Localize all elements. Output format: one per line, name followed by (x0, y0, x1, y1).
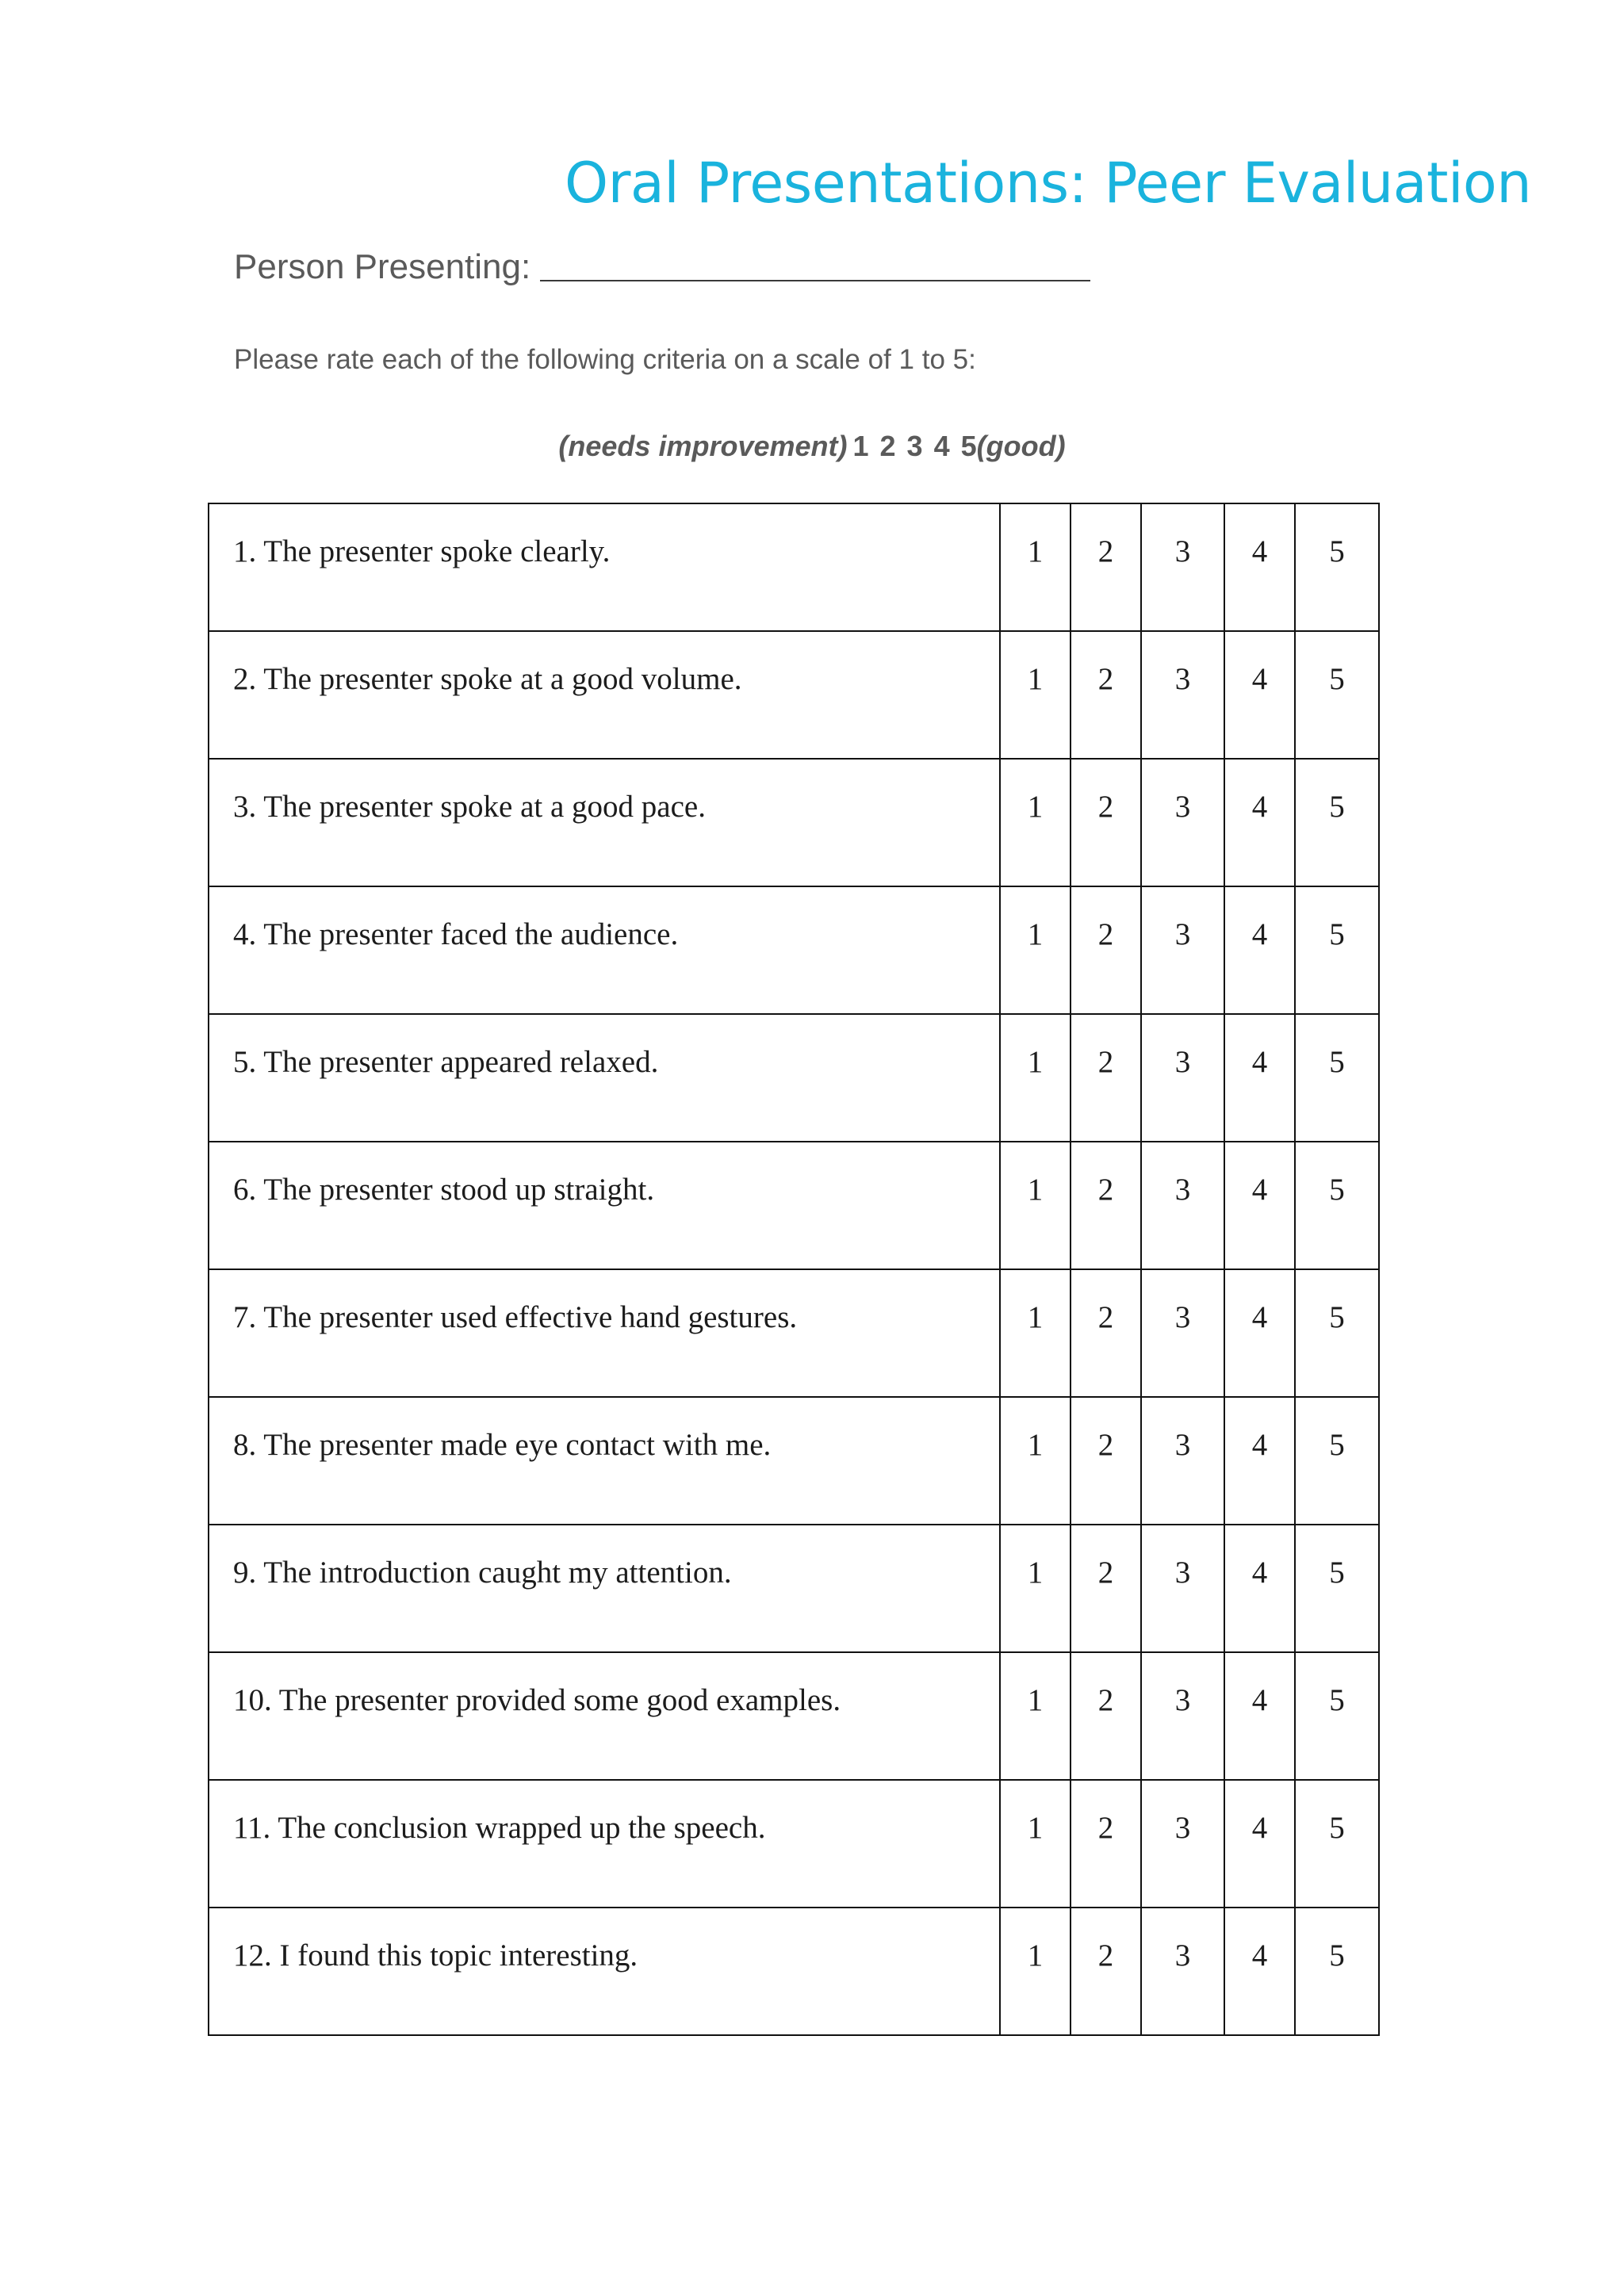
criterion-text: 3. The presenter spoke at a good pace. (209, 759, 1000, 886)
rating-option-1[interactable]: 1 (1000, 1397, 1071, 1525)
criteria-row (209, 1269, 1379, 1397)
rating-option-1[interactable]: 1 (1000, 1014, 1071, 1142)
instructions-text: Please rate each of the following criteria on a scale of 1 to 5: (234, 344, 976, 375)
rating-option-4[interactable]: 4 (1224, 886, 1295, 1014)
rating-option-4[interactable]: 4 (1224, 1525, 1295, 1652)
rating-option-5[interactable]: 5 (1295, 1142, 1379, 1269)
rating-option-4[interactable]: 4 (1224, 1780, 1295, 1908)
criteria-row (209, 886, 1379, 1014)
rating-option-3[interactable]: 3 (1141, 886, 1224, 1014)
criteria-row (209, 1525, 1379, 1652)
rating-option-4[interactable]: 4 (1224, 1397, 1295, 1525)
rating-option-3[interactable]: 3 (1141, 1525, 1224, 1652)
scale-high-label: (good) (976, 430, 1066, 462)
criterion-text: 7. The presenter used effective hand gestures. (209, 1269, 1000, 1397)
rating-option-4[interactable]: 4 (1224, 1908, 1295, 2035)
rating-option-5[interactable]: 5 (1295, 1269, 1379, 1397)
scale-key (0, 430, 1624, 463)
scale-low-label: (needs improvement) (558, 430, 848, 462)
rating-option-4[interactable]: 4 (1224, 631, 1295, 759)
presenter-field (234, 247, 1090, 287)
rating-option-3[interactable]: 3 (1141, 1780, 1224, 1908)
scale-value: 4 (933, 430, 950, 462)
rating-option-2[interactable]: 2 (1071, 1908, 1141, 2035)
rating-option-5[interactable]: 5 (1295, 1652, 1379, 1780)
criteria-row (209, 759, 1379, 886)
rating-option-2[interactable]: 2 (1071, 503, 1141, 631)
rating-option-4[interactable]: 4 (1224, 503, 1295, 631)
scale-value: 1 (852, 430, 869, 462)
rating-option-5[interactable]: 5 (1295, 1014, 1379, 1142)
rating-option-2[interactable]: 2 (1071, 1142, 1141, 1269)
ratings-table-body (209, 503, 1379, 2035)
rating-option-3[interactable]: 3 (1141, 1014, 1224, 1142)
rating-option-1[interactable]: 1 (1000, 886, 1071, 1014)
criteria-row (209, 1652, 1379, 1780)
criteria-row (209, 503, 1379, 631)
rating-option-2[interactable]: 2 (1071, 1652, 1141, 1780)
rating-option-3[interactable]: 3 (1141, 631, 1224, 759)
rating-option-3[interactable]: 3 (1141, 1652, 1224, 1780)
rating-option-2[interactable]: 2 (1071, 1269, 1141, 1397)
criterion-text: 4. The presenter faced the audience. (209, 886, 1000, 1014)
rating-option-1[interactable]: 1 (1000, 1652, 1071, 1780)
scale-key-inner (558, 430, 1065, 463)
scale-value: 5 (960, 430, 977, 462)
rating-option-3[interactable]: 3 (1141, 1269, 1224, 1397)
rating-option-4[interactable]: 4 (1224, 1142, 1295, 1269)
rating-option-5[interactable]: 5 (1295, 1780, 1379, 1908)
criteria-row (209, 1780, 1379, 1908)
criterion-text: 12. I found this topic interesting. (209, 1908, 1000, 2035)
rating-option-3[interactable]: 3 (1141, 503, 1224, 631)
criterion-text: 6. The presenter stood up straight. (209, 1142, 1000, 1269)
rating-option-2[interactable]: 2 (1071, 886, 1141, 1014)
rating-option-1[interactable]: 1 (1000, 1142, 1071, 1269)
rating-option-1[interactable]: 1 (1000, 1525, 1071, 1652)
rating-option-1[interactable]: 1 (1000, 1908, 1071, 2035)
rating-option-5[interactable]: 5 (1295, 1397, 1379, 1525)
rating-option-2[interactable]: 2 (1071, 1014, 1141, 1142)
criterion-text: 2. The presenter spoke at a good volume. (209, 631, 1000, 759)
rating-option-3[interactable]: 3 (1141, 759, 1224, 886)
rating-option-5[interactable]: 5 (1295, 886, 1379, 1014)
rating-option-3[interactable]: 3 (1141, 1908, 1224, 2035)
criterion-text: 9. The introduction caught my attention. (209, 1525, 1000, 1652)
criteria-row (209, 631, 1379, 759)
rating-option-5[interactable]: 5 (1295, 1525, 1379, 1652)
criteria-row (209, 1908, 1379, 2035)
scale-value: 3 (906, 430, 923, 462)
rating-option-1[interactable]: 1 (1000, 631, 1071, 759)
rating-option-3[interactable]: 3 (1141, 1142, 1224, 1269)
ratings-table (208, 503, 1380, 2036)
criteria-row (209, 1397, 1379, 1525)
criterion-text: 5. The presenter appeared relaxed. (209, 1014, 1000, 1142)
rating-option-1[interactable]: 1 (1000, 1780, 1071, 1908)
rating-option-5[interactable]: 5 (1295, 503, 1379, 631)
criterion-text: 8. The presenter made eye contact with me. (209, 1397, 1000, 1525)
rating-option-2[interactable]: 2 (1071, 631, 1141, 759)
rating-option-1[interactable]: 1 (1000, 759, 1071, 886)
page-title: Oral Presentations: Peer Evaluation (565, 151, 1532, 216)
presenter-label: Person Presenting: (234, 247, 531, 286)
rating-option-5[interactable]: 5 (1295, 1908, 1379, 2035)
criterion-text: 1. The presenter spoke clearly. (209, 503, 1000, 631)
criterion-text: 10. The presenter provided some good examples. (209, 1652, 1000, 1780)
presenter-name-blank[interactable] (540, 280, 1090, 281)
scale-value: 2 (879, 430, 896, 462)
rating-option-1[interactable]: 1 (1000, 503, 1071, 631)
criteria-row (209, 1142, 1379, 1269)
rating-option-5[interactable]: 5 (1295, 759, 1379, 886)
criteria-row (209, 1014, 1379, 1142)
rating-option-4[interactable]: 4 (1224, 1014, 1295, 1142)
rating-option-2[interactable]: 2 (1071, 759, 1141, 886)
rating-option-2[interactable]: 2 (1071, 1397, 1141, 1525)
rating-option-4[interactable]: 4 (1224, 759, 1295, 886)
rating-option-4[interactable]: 4 (1224, 1652, 1295, 1780)
rating-option-2[interactable]: 2 (1071, 1780, 1141, 1908)
rating-option-5[interactable]: 5 (1295, 631, 1379, 759)
criterion-text: 11. The conclusion wrapped up the speech. (209, 1780, 1000, 1908)
rating-option-2[interactable]: 2 (1071, 1525, 1141, 1652)
rating-option-3[interactable]: 3 (1141, 1397, 1224, 1525)
rating-option-1[interactable]: 1 (1000, 1269, 1071, 1397)
rating-option-4[interactable]: 4 (1224, 1269, 1295, 1397)
